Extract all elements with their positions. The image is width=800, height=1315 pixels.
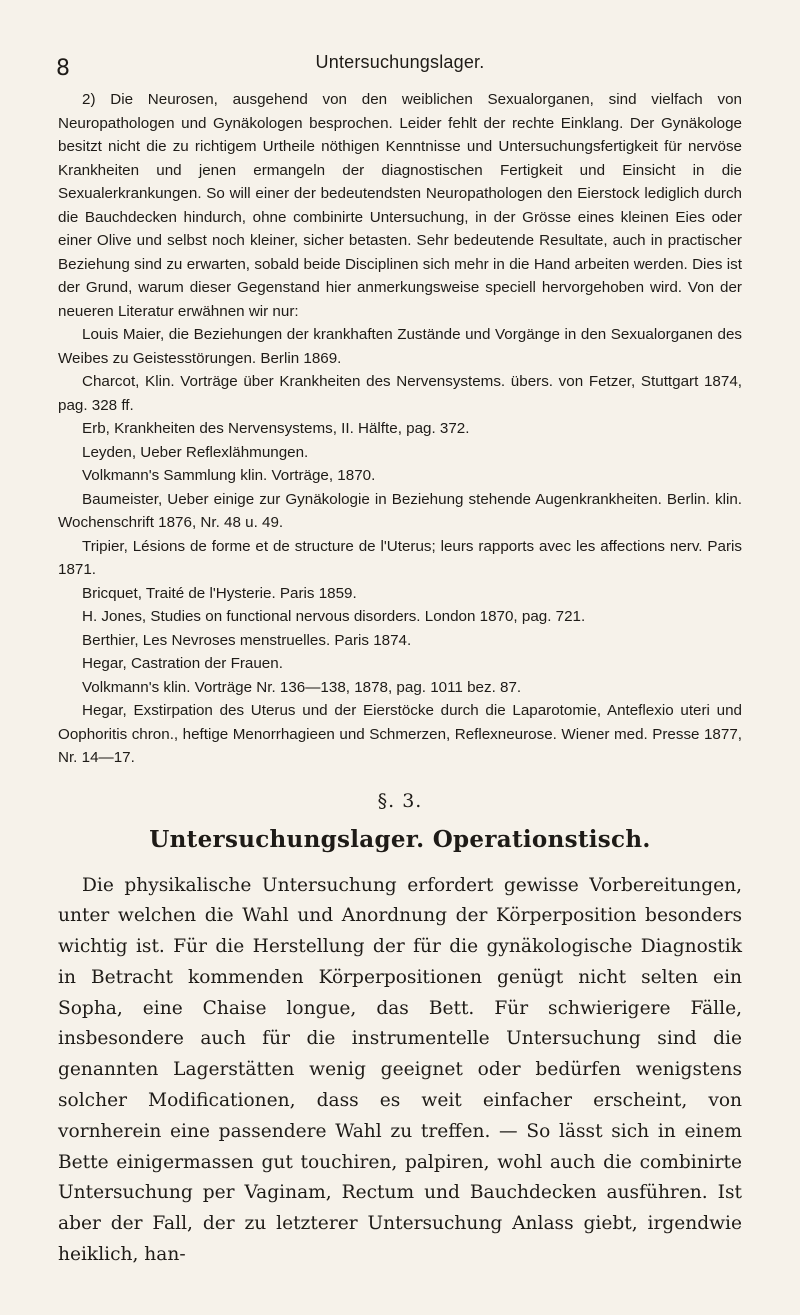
reference-item: Hegar, Exstirpation des Uterus und der Eierstöcke durch die Laparotomie, Anteflexio uteri und Oophoritis chron., heftige Menorrhagieen und Schmerzen, Reflexneurose. Wiener med. Presse 1877, Nr. 14—17. [58,702,742,766]
reference-item: Volkmann's Sammlung klin. Vorträge, 1870. [82,467,376,484]
reference-item: Louis Maier, die Beziehungen der krankhaften Zustände und Vorgänge in den Sexualorganen des Weibes zu Geistesstörungen. Berlin 1869. [58,326,742,367]
reference-item: Charcot, Klin. Vorträge über Krankheiten des Nervensystems. übers. von Fetzer, Stuttgart 1874, pag. 328 ff. [58,373,742,414]
reference-item: Baumeister, Ueber einige zur Gynäkologie in Beziehung stehende Augenkrankheiten. Berlin. klin. Wochenschrift 1876, Nr. 48 u. 49. [58,490,742,531]
page-number: 8 [56,56,70,81]
reference-item: Volkmann's klin. Vorträge Nr. 136—138, 1878, pag. 1011 bez. 87. [82,678,522,696]
footnote-block [58,88,742,770]
reference-item: Leyden, Ueber Reflexlähmungen. [82,443,309,461]
reference-item: Berthier, Les Nevroses menstruelles. Paris 1874. [82,631,412,649]
section-heading: Untersuchungslager. Operationstisch. [149,825,651,853]
reference-item: Erb, Krankheiten des Nervensystems, II. Hälfte, pag. 372. [82,420,470,437]
running-head-title: Untersuchungslager. [315,52,485,72]
reference-item: Tripier, Lésions de forme et de structure de l'Uterus; leurs rapports avec les affections nerv. Paris 1871. [58,537,742,578]
section-number: §. 3. [377,789,423,812]
reference-item: Bricquet, Traité de l'Hysterie. Paris 1859. [82,584,357,602]
reference-list [58,323,742,770]
intro-paragraph: 2) Die Neurosen, ausgehend von den weiblichen Sexualorganen, sind vielfach von Neuropathologen und Gynäkologen besprochen. Leider fehlt der rechte Einklang. Der Gynäkologe besitzt nicht die zu richtigem Urtheile nöthigen Kenntnisse und Untersuchungsfertigkeit für nervöse Krankheiten und jenen ermangeln der diagnostischen Fertigkeit und Einsicht in die Sexualerkrankungen. So will einer der bedeutendsten Neuropathologen den Eierstock lediglich durch die Bauchdecken hindurch, ohne combinirte Untersuchung, in der Grösse eines kleinen Eies oder einer Olive und selbst noch kleiner, sicher betasten. Sehr bedeutende Resultate, auch in practischer Beziehung sind zu erwarten, sobald beide Disciplinen sich mehr in die Hand arbeiten werden. Dies ist der Grund, warum dieser Gegenstand hier anmerkungsweise speciell hervorgehoben wird. Von der neueren Literatur erwähnen wir nur: [58,91,742,320]
reference-item: Hegar, Castration der Frauen. [82,655,283,672]
reference-item: H. Jones, Studies on functional nervous disorders. London 1870, pag. 721. [82,608,586,625]
running-head [56,48,742,81]
body-paragraph: Die physikalische Untersuchung erfordert gewisse Vorbereitungen, unter welchen die Wahl und Anordnung der Körperposition besonders wichtig ist. Für die Herstellung der für die gynäkologische Diagnostik in Betracht kommenden Körperpositionen genügt nicht selten ein Sopha, eine Chaise longue, das Bett. Für schwierigere Fälle, insbesondere auch für die instrumentelle Untersuchung sind die genannten Lagerstätten wenig geeignet oder bedürfen wenigstens solcher Modificationen, dass es weit einfacher erscheint, von vornherein eine passendere Wahl zu treffen. — So lässt sich in einem Bette einigermassen gut touchiren, palpiren, wohl auch die combinirte Untersuchung per Vaginam, Rectum und Bauchdecken ausführen. Ist aber der Fall, der zu letzterer Untersuchung Anlass giebt, irgendwie heiklich, han- [58,874,742,1266]
